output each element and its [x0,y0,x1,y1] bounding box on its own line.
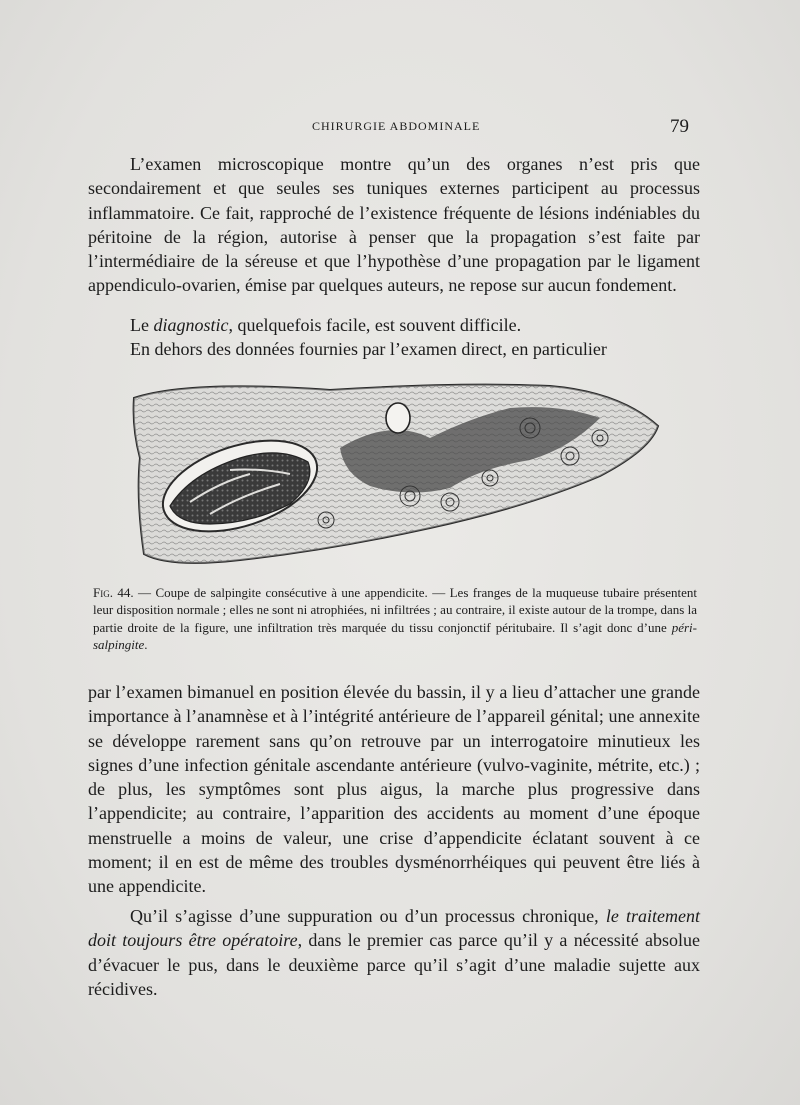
vessel [386,403,410,433]
page-number: 79 [670,116,689,137]
figure-label: Fig. 44. [93,585,134,600]
paragraph-exam-start [88,337,700,361]
paragraph-text: par l’examen bimanuel en position élevée du bassin, il y a lieu d’attacher une grande importance à l’anamnèse et à l’intégrité antérieure de l’appareil génital; une annexite se développe rarement sans qu’on retrouve par un interrogatoire minutieux les signes d’une infection génitale ascendante antérieure (vulvo-vaginite, métrite, etc.) ; de plus, les symptômes sont plus aigus, la marche plus progressive dans l’appendicite; au contraire, l’apparition des accidents au moment d’une époque menstruelle a moins de valeur, une crise d’appendicite éclatant souvent à ce moment; il en est de même des troubles dysménorrhéiques qui peuvent être liés à une appendicite. [88,682,700,897]
paragraph-diagnostic: Le diagnostic, quelquefois facile, est souvent difficile. [130,315,522,335]
running-head [0,116,800,139]
paragraph-treatment: Qu’il s’agisse d’une suppuration ou d’un processus chronique, le traitement doit toujours être opératoire, dans le premier cas parce qu’il y a nécessité absolue d’évacuer le pus, dans le deuxième parce qu’il s’agit d’une maladie sujette aux récidives. [88,906,700,999]
figure-caption: Fig. 44. — Coupe de salpingite consécutive à une appendicite. — Les franges de la muqueuse tubaire présentent leur disposition normale ; elles ne sont ni atrophiées, ni infiltrées ; au contraire, il existe autour de la trompe, dans la partie droite de la figure, une infiltration très marquée du tissu conjonctif péritubaire. Il s’agit donc d’une péri-salpingite. [93,585,697,652]
running-title: CHIRURGIE ABDOMINALE [312,119,481,133]
paragraph-bimanual-exam [88,680,700,899]
paragraph-histology [88,152,700,298]
paragraph-text: En dehors des données fournies par l’examen direct, en particulier [130,339,607,359]
figure-44-illustration [130,378,662,578]
italic-term: le traitement doit toujours être opératoire [88,906,700,951]
italic-term: diagnostic [153,315,229,335]
paragraph-text: L’examen microscopique montre qu’un des organes n’est pris que secondairement et que seules ses tuniques externes participent au processus inflammatoire. Ce fait, rapproché de l’existence fréquente de lésions indéniables du péritoine de la région, autorise à penser que la propagation s’est faite par l’intermédiaire de la séreuse et que l’hypothèse d’une propagation par le ligament appendiculo-ovarien, émise par quelques auteurs, ne repose sur aucun fondement. [88,154,700,296]
